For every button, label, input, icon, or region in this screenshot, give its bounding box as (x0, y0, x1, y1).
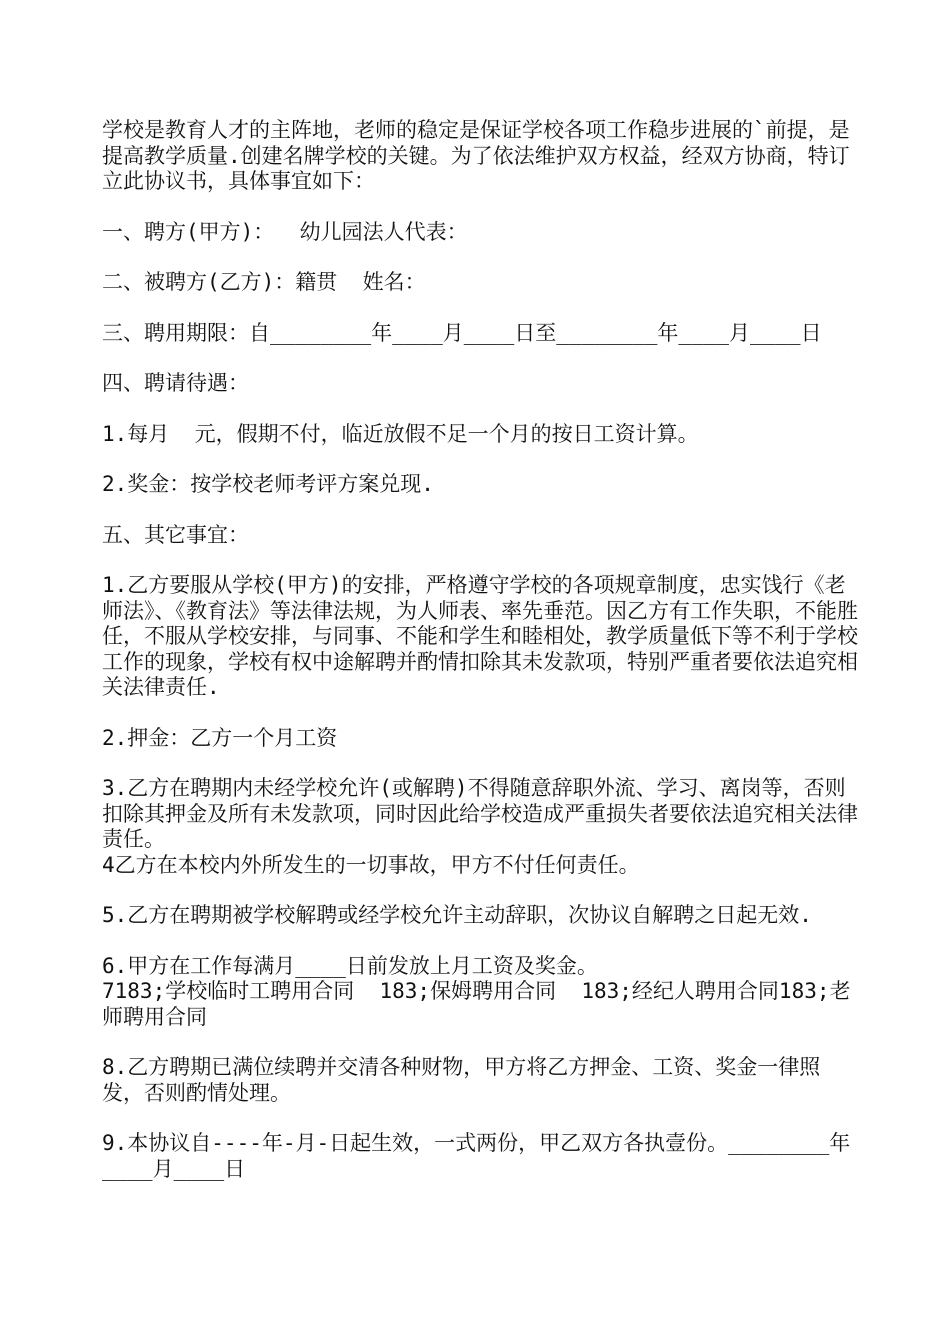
section-other-heading: 五、其它事宜： (102, 522, 249, 547)
clause-6: 6.甲方在工作每满月____日前发放上月工资及奖金。 (102, 953, 598, 978)
clause-9: 9.本协议自----年-月-日起生效，一式两份，甲乙双方各执壹份。________年____月____日 (102, 1131, 851, 1181)
benefit-salary: 1.每月 元，假期不付，临近放假不足一个月的按日工资计算。 (102, 421, 699, 446)
clause-1: 1.乙方要服从学校(甲方)的安排，严格遵守学校的各项规章制度，忠实饯行《老师法》、《教育法》等法律法规，为人师表、率先垂范。因乙方有工作失职，不能胜任，不服从学校安排，与同事、不能和学生和睦相处，教学质量低下等不利于学校工作的现象，学校有权中途解聘并酌情扣除其未发款项，特别严重者要依法追究相关法律责任. (102, 573, 858, 699)
term-line: 三、聘用期限：自________年____月____日至________年____月____日 (102, 320, 822, 345)
clause-3: 3.乙方在聘期内未经学校允许(或解聘)不得随意辞职外流、学习、离岗等，否则扣除其押金及所有未发款项，同时因此给学校造成严重损失者要依法追究相关法律责任。 (102, 776, 858, 851)
clause-8: 8.乙方聘期已满位续聘并交清各种财物，甲方将乙方押金、工资、奖金一律照发，否则酌情处理。 (102, 1055, 821, 1105)
clause-4: 4乙方在本校内外所发生的一切事故，甲方不付任何责任。 (102, 852, 640, 877)
clause-2: 2.押金：乙方一个月工资 (102, 725, 338, 750)
intro-paragraph: 学校是教育人才的主阵地，老师的稳定是保证学校各项工作稳步进展的`前提，是提高教学质量.创建名牌学校的关键。为了依法维护双方权益，经双方协商，特订立此协议书，具体事宜如下： (102, 118, 850, 193)
benefit-bonus: 2.奖金：按学校老师考评方案兑现. (102, 472, 434, 496)
employer-line: 一、聘方(甲方)： 幼儿园法人代表： (102, 219, 468, 244)
document-body (102, 118, 862, 1207)
section-benefits-heading: 四、聘请待遇： (102, 371, 249, 395)
related-contracts: 7183;学校临时工聘用合同 183;保姆聘用合同 183;经纪人聘用合同183;老师聘用合同 (102, 979, 851, 1029)
clause-5: 5.乙方在聘期被学校解聘或经学校允许主动辞职，次协议自解聘之日起无效. (102, 903, 812, 927)
employee-line: 二、被聘方(乙方)：籍贯 姓名： (102, 270, 426, 294)
